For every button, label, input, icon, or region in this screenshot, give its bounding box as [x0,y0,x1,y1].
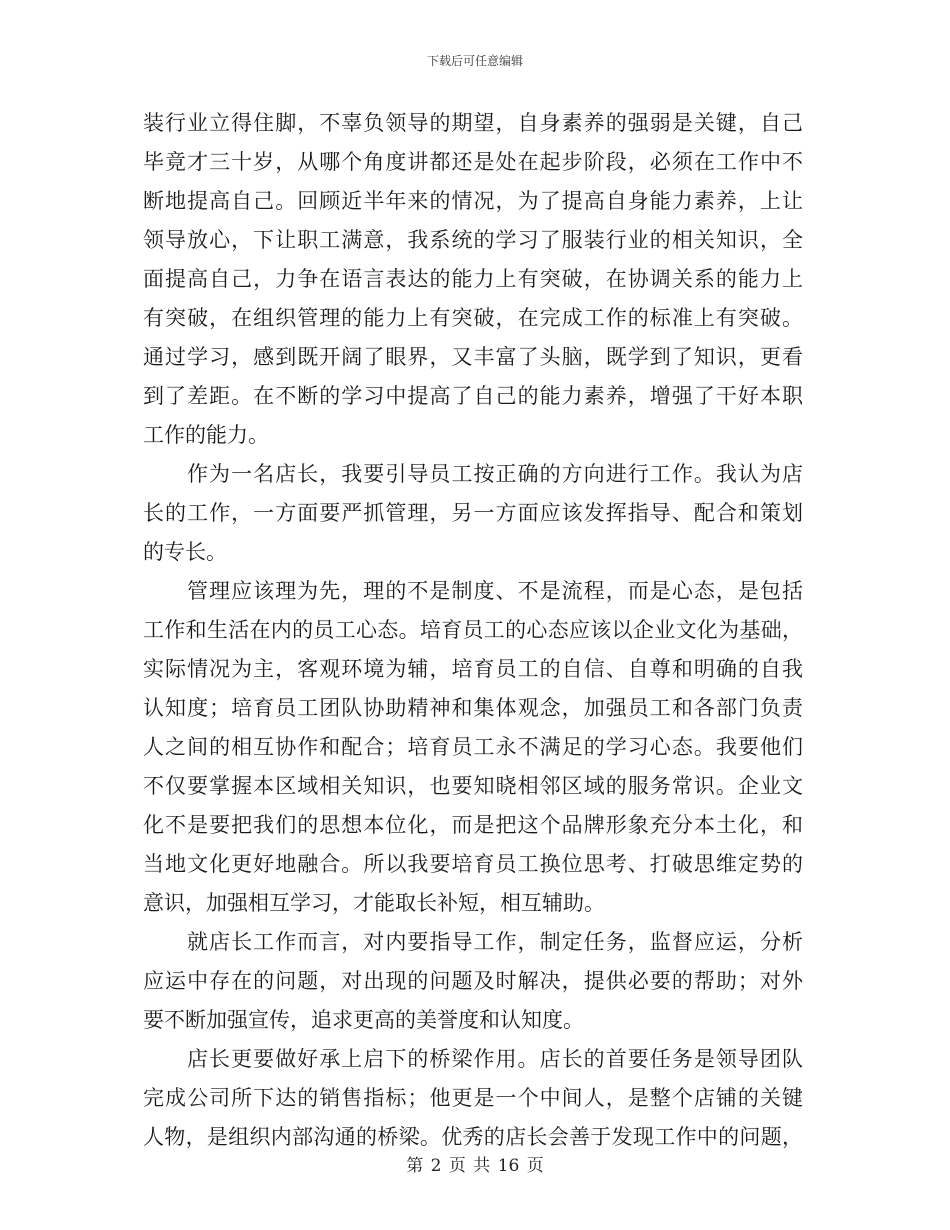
paragraph [143,455,803,572]
paragraph [143,572,803,923]
paragraph [143,104,803,455]
text-line: 化不是要把我们的思想本位化，而是把这个品牌形象充分本土化，和 [143,813,803,837]
text-line: 断地提高自己。回顾近半年来的情况，为了提高自身能力素养，上让 [143,189,803,213]
text-line: 面提高自己，力争在语言表达的能力上有突破，在协调关系的能力上 [143,267,803,291]
text-line: 长的工作，一方面要严抓管理，另一方面应该发挥指导、配合和策划 [143,501,803,525]
page-header: 下载后可任意编辑 [426,54,523,68]
text-line: 完成公司所下达的销售指标；他更是一个中间人，是整个店铺的关键 [143,1086,803,1110]
text-line: 领导放心，下让职工满意，我系统的学习了服装行业的相关知识，全 [143,228,803,252]
text-line: 作为一名店长，我要引导员工按正确的方向进行工作。我认为店 [187,462,803,486]
page-number-footer: 第 2 页 共 16 页 [406,1156,544,1176]
text-line: 有突破，在组织管理的能力上有突破，在完成工作的标准上有突破。 [143,306,803,330]
text-line: 认知度；培育员工团队协助精神和集体观念，加强员工和各部门负责 [143,696,803,720]
text-line: 的专长。 [143,540,227,564]
text-line: 人物，是组织内部沟通的桥梁。优秀的店长会善于发现工作中的问题， [143,1125,803,1149]
document-body [143,104,803,1157]
text-line: 要不断加强宣传，追求更高的美誉度和认知度。 [143,1008,584,1032]
paragraph [143,923,803,1040]
text-line: 不仅要掌握本区域相关知识，也要知晓相邻区域的服务常识。企业文 [143,774,803,798]
text-line: 管理应该理为先，理的不是制度、不是流程，而是心态，是包括 [187,579,803,603]
text-line: 实际情况为主，客观环境为辅，培育员工的自信、自尊和明确的自我 [143,657,803,681]
text-line: 工作和生活在内的员工心态。培育员工的心态应该以企业文化为基础， [143,618,803,642]
text-line: 到了差距。在不断的学习中提高了自己的能力素养，增强了干好本职 [143,384,803,408]
text-line: 装行业立得住脚，不辜负领导的期望，自身素养的强弱是关键，自己 [143,111,803,135]
text-line: 毕竟才三十岁，从哪个角度讲都还是处在起步阶段，必须在工作中不 [143,150,803,174]
text-line: 工作的能力。 [143,423,269,447]
text-line: 店长更要做好承上启下的桥梁作用。店长的首要任务是领导团队 [187,1047,803,1071]
text-line: 人之间的相互协作和配合；培育员工永不满足的学习心态。我要他们 [143,735,803,759]
text-line: 意识，加强相互学习，才能取长补短，相互辅助。 [143,891,605,915]
paragraph [143,1040,803,1157]
text-line: 通过学习，感到既开阔了眼界，又丰富了头脑，既学到了知识，更看 [143,345,803,369]
text-line: 就店长工作而言，对内要指导工作，制定任务，监督应运，分析 [187,930,803,954]
text-line: 当地文化更好地融合。所以我要培育员工换位思考、打破思维定势的 [143,852,803,876]
text-line: 应运中存在的问题，对出现的问题及时解决，提供必要的帮助；对外 [143,969,803,993]
